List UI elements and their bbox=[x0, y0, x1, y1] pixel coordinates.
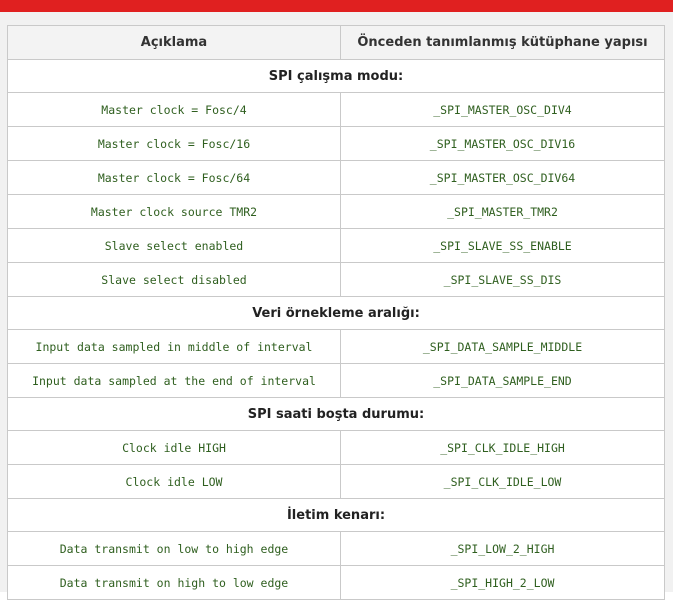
description-cell: Clock idle HIGH bbox=[8, 431, 341, 465]
description-cell: Data transmit on low to high edge bbox=[8, 532, 341, 566]
description-cell: Master clock source TMR2 bbox=[8, 195, 341, 229]
constant-cell: _SPI_LOW_2_HIGH bbox=[341, 532, 665, 566]
header-library-constant: Önceden tanımlanmış kütüphane yapısı bbox=[341, 26, 665, 60]
constant-cell: _SPI_MASTER_TMR2 bbox=[341, 195, 665, 229]
section-title: SPI saati boşta durumu: bbox=[8, 398, 665, 431]
table-row bbox=[8, 263, 665, 297]
description-cell: Slave select disabled bbox=[8, 263, 341, 297]
table-row bbox=[8, 532, 665, 566]
section-title: Veri örnekleme aralığı: bbox=[8, 297, 665, 330]
table-row bbox=[8, 229, 665, 263]
constant-cell: _SPI_DATA_SAMPLE_MIDDLE bbox=[341, 330, 665, 364]
table-row bbox=[8, 465, 665, 499]
constant-cell: _SPI_SLAVE_SS_DIS bbox=[341, 263, 665, 297]
description-cell: Data transmit on high to low edge bbox=[8, 566, 341, 600]
top-accent-bar bbox=[0, 0, 673, 12]
constant-cell: _SPI_MASTER_OSC_DIV4 bbox=[341, 93, 665, 127]
table-row bbox=[8, 161, 665, 195]
constant-cell: _SPI_DATA_SAMPLE_END bbox=[341, 364, 665, 398]
description-cell: Slave select enabled bbox=[8, 229, 341, 263]
section-title: İletim kenarı: bbox=[8, 499, 665, 532]
spi-constants-table bbox=[7, 25, 665, 600]
section-row bbox=[8, 398, 665, 431]
constant-cell: _SPI_HIGH_2_LOW bbox=[341, 566, 665, 600]
content-frame bbox=[0, 12, 673, 592]
section-row bbox=[8, 60, 665, 93]
section-title: SPI çalışma modu: bbox=[8, 60, 665, 93]
table-header-row bbox=[8, 26, 665, 60]
description-cell: Master clock = Fosc/16 bbox=[8, 127, 341, 161]
section-row bbox=[8, 499, 665, 532]
table-row bbox=[8, 195, 665, 229]
table-body bbox=[8, 60, 665, 600]
description-cell: Master clock = Fosc/4 bbox=[8, 93, 341, 127]
table-row bbox=[8, 93, 665, 127]
description-cell: Clock idle LOW bbox=[8, 465, 341, 499]
table-row bbox=[8, 330, 665, 364]
header-description: Açıklama bbox=[8, 26, 341, 60]
constant-cell: _SPI_MASTER_OSC_DIV16 bbox=[341, 127, 665, 161]
description-cell: Master clock = Fosc/64 bbox=[8, 161, 341, 195]
section-row bbox=[8, 297, 665, 330]
table-row bbox=[8, 566, 665, 600]
constant-cell: _SPI_MASTER_OSC_DIV64 bbox=[341, 161, 665, 195]
constant-cell: _SPI_CLK_IDLE_LOW bbox=[341, 465, 665, 499]
table-row bbox=[8, 431, 665, 465]
table-row bbox=[8, 127, 665, 161]
table-row bbox=[8, 364, 665, 398]
constant-cell: _SPI_SLAVE_SS_ENABLE bbox=[341, 229, 665, 263]
description-cell: Input data sampled in middle of interval bbox=[8, 330, 341, 364]
description-cell: Input data sampled at the end of interval bbox=[8, 364, 341, 398]
constant-cell: _SPI_CLK_IDLE_HIGH bbox=[341, 431, 665, 465]
